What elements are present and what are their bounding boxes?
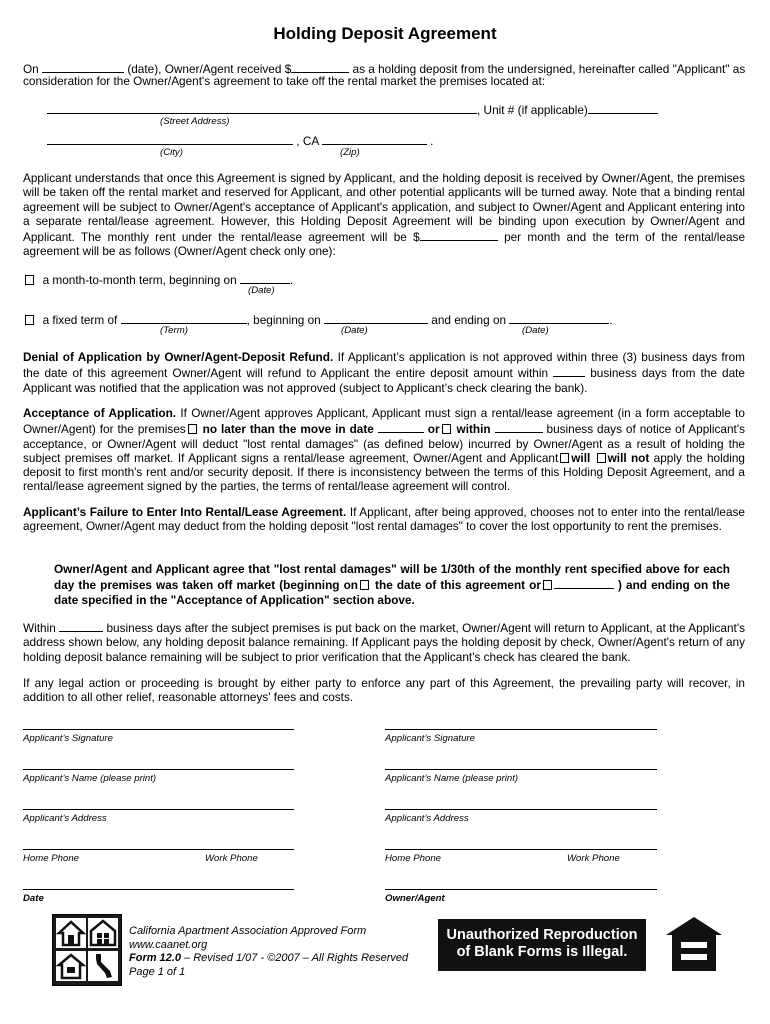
city-caption: (City): [160, 147, 183, 158]
denial-heading: Denial of Application by Owner/Agent-Deposit Refund.: [23, 350, 334, 364]
city-line: , CA .: [47, 132, 433, 148]
refund-days-field[interactable]: [553, 364, 585, 377]
applicant-name-label-1: Applicant’s Name (please print): [23, 773, 157, 784]
street-address-line: , Unit # (if applicable): [47, 101, 658, 117]
phone-line-1[interactable]: [23, 849, 294, 850]
home-phone-label-2: Home Phone: [385, 853, 441, 864]
caa-logo-icon: [52, 914, 122, 986]
applicant-signature-label-1: Applicant’s Signature: [23, 733, 113, 744]
zip-field[interactable]: [322, 132, 427, 145]
month-to-month-option: a month-to-month term, beginning on .: [23, 271, 293, 287]
start-date-caption: (Date): [341, 325, 368, 336]
applicant-signature-line-1[interactable]: [23, 729, 294, 730]
acceptance-heading: Acceptance of Application.: [23, 406, 177, 420]
applicant-signature-label-2: Applicant’s Signature: [385, 733, 475, 744]
page-title: Holding Deposit Agreement: [273, 24, 497, 43]
reproduction-warning-banner: Unauthorized Reproduction of Blank Forms is Illegal.: [438, 919, 646, 971]
intro-line-2: consideration for the Owner/Agent's agreement to take off the rental market the premises located at:: [23, 74, 546, 88]
checkbox-icon[interactable]: [560, 453, 569, 463]
date-signature-label: Date: [23, 893, 44, 904]
owner-agent-label: Owner/Agent: [385, 893, 445, 904]
fixed-term-option: a fixed term of , beginning on and ending on .: [23, 311, 613, 327]
date-line[interactable]: [23, 889, 294, 890]
checkbox-icon[interactable]: [442, 424, 451, 434]
damages-paragraph: Owner/Agent and Applicant agree that "lost rental damages" will be 1/30th of the monthly rent specified above for each day the premises was taken off market (beginning on the date of this agreement or ) and ending on the date specified in the "Acceptance of Application" section above.: [54, 562, 730, 607]
footer-line-2: www.caanet.org: [129, 938, 208, 951]
applicant-address-line-1[interactable]: [23, 809, 294, 810]
applicant-address-line-2[interactable]: [385, 809, 657, 810]
fixed-end-date-field[interactable]: [509, 311, 609, 324]
equal-housing-icon: [664, 915, 724, 973]
checkbox-icon[interactable]: [188, 424, 197, 434]
term-field[interactable]: [121, 311, 247, 324]
return-paragraph: Within business days after the subject premises is put back on the market, Owner/Agent will return to Applicant, at the Applicant's address shown below, any holding deposit balance remaining. If Applicant pays the holding deposit by check, Owner/Agent's return of any holding deposit balance remaining will be subject to prior verification that the Applicant's check has cleared the bank.: [23, 621, 745, 664]
fixed-start-date-field[interactable]: [324, 311, 428, 324]
street-address-field[interactable]: [47, 101, 477, 114]
applicant-address-label-2: Applicant’s Address: [385, 813, 469, 824]
failure-heading: Applicant’s Failure to Enter Into Rental/Lease Agreement.: [23, 505, 347, 519]
acceptance-paragraph: Acceptance of Application. If Owner/Agent approves Applicant, Applicant must sign a rental/lease agreement (in a form acceptable to Owner/Agent) for the premises no later than the move in date or within business days of notice of Applicant's acceptance, or Owner/Agent will deduct "lost rental damages" (as defined below) incurred by Owner/Agent as a result of holding the subject premises off market. If Applicant signs a rental/lease agreement, Owner/Agent and Applicant will will not apply the holding deposit to first month's rent and/or security deposit. If there is inconsistency between the terms of this Holding Deposit Agreement, and a rental/lease agreement signed by the parties, the terms of rental/lease agreement will control.: [23, 406, 745, 494]
city-field[interactable]: [47, 132, 293, 145]
monthly-rent-field[interactable]: [420, 228, 498, 241]
legal-paragraph: If any legal action or proceeding is brought by either party to enforce any part of this Agreement, the prevailing party will recover, in addition to all other relief, reasonable attorneys' fees and costs.: [23, 676, 745, 705]
checkbox-icon[interactable]: [543, 580, 552, 590]
applicant-name-line-1[interactable]: [23, 769, 294, 770]
applicant-name-line-2[interactable]: [385, 769, 657, 770]
checkbox-icon[interactable]: [360, 580, 369, 590]
damages-date-field[interactable]: [554, 576, 614, 589]
zip-caption: (Zip): [340, 147, 360, 158]
checkbox-icon[interactable]: [25, 275, 34, 285]
end-date-caption: (Date): [522, 325, 549, 336]
date-label: (date): [127, 62, 159, 76]
applicant-signature-line-2[interactable]: [385, 729, 657, 730]
checkbox-icon[interactable]: [597, 453, 606, 463]
failure-paragraph: Applicant’s Failure to Enter Into Rental/Lease Agreement. If Applicant, after being approved, chooses not to enter into the rental/lease agreement, Owner/Agent may deduct from the holding deposit "lost rental damages" to cover the lost opportunity to rent the premises.: [23, 505, 745, 534]
return-days-field[interactable]: [59, 619, 103, 632]
denial-paragraph: Denial of Application by Owner/Agent-Deposit Refund. If Applicant’s application is not approved within three (3) business days from the date of this agreement Owner/Agent will refund to Applicant the entire deposit amount within business days from the date Applicant was notified that the application was not approved (subject to Applicant’s check clearing the bank).: [23, 350, 746, 395]
intro-line-1: On (date), Owner/Agent received $ as a holding deposit from the undersigned, hereinafter called "Applicant" as: [23, 62, 746, 76]
month-date-caption: (Date): [248, 285, 275, 296]
move-in-date-field[interactable]: [378, 420, 424, 433]
work-phone-label-1: Work Phone: [205, 853, 258, 864]
footer-text: [129, 925, 408, 979]
date-field[interactable]: [42, 60, 124, 73]
street-caption: (Street Address): [160, 116, 230, 127]
footer-line-4: Page 1 of 1: [129, 965, 186, 978]
applicant-address-label-1: Applicant’s Address: [23, 813, 107, 824]
acceptance-days-field[interactable]: [495, 420, 543, 433]
home-phone-label-1: Home Phone: [23, 853, 79, 864]
deposit-amount-field[interactable]: [291, 60, 349, 73]
unit-field[interactable]: [588, 101, 658, 114]
footer-line-1: California Apartment Association Approved Form: [129, 925, 367, 937]
checkbox-icon[interactable]: [25, 315, 34, 325]
applicant-name-label-2: Applicant’s Name (please print): [385, 773, 519, 784]
owner-agent-line[interactable]: [385, 889, 657, 890]
term-caption: (Term): [160, 325, 188, 336]
work-phone-label-2: Work Phone: [567, 853, 620, 864]
month-start-date-field[interactable]: [240, 271, 290, 284]
understands-paragraph: Applicant understands that once this Agreement is signed by Applicant, and the holding deposit is received by Owner/Agent, the premises will be taken off the rental market and reserved for Applicant, and other potential applicants will be turned away. Note that a binding rental agreement will be subject to Owner/Agent's acceptance of Applicant's application, and subject to Owner/Agent and Applicant entering into a separate rental/lease agreement. However, this Holding Deposit Agreement will be binding upon execution by Owner/Agent and Applicant. The monthly rent under the rental/lease agreement will be $ per month and the term of the rental/lease agreement will be as follows (Owner/Agent check only one):: [23, 171, 746, 259]
phone-line-2[interactable]: [385, 849, 657, 850]
footer-line-3: Form 12.0 – Revised 1/07 - ©2007 – All Rights Reserved: [129, 952, 409, 964]
